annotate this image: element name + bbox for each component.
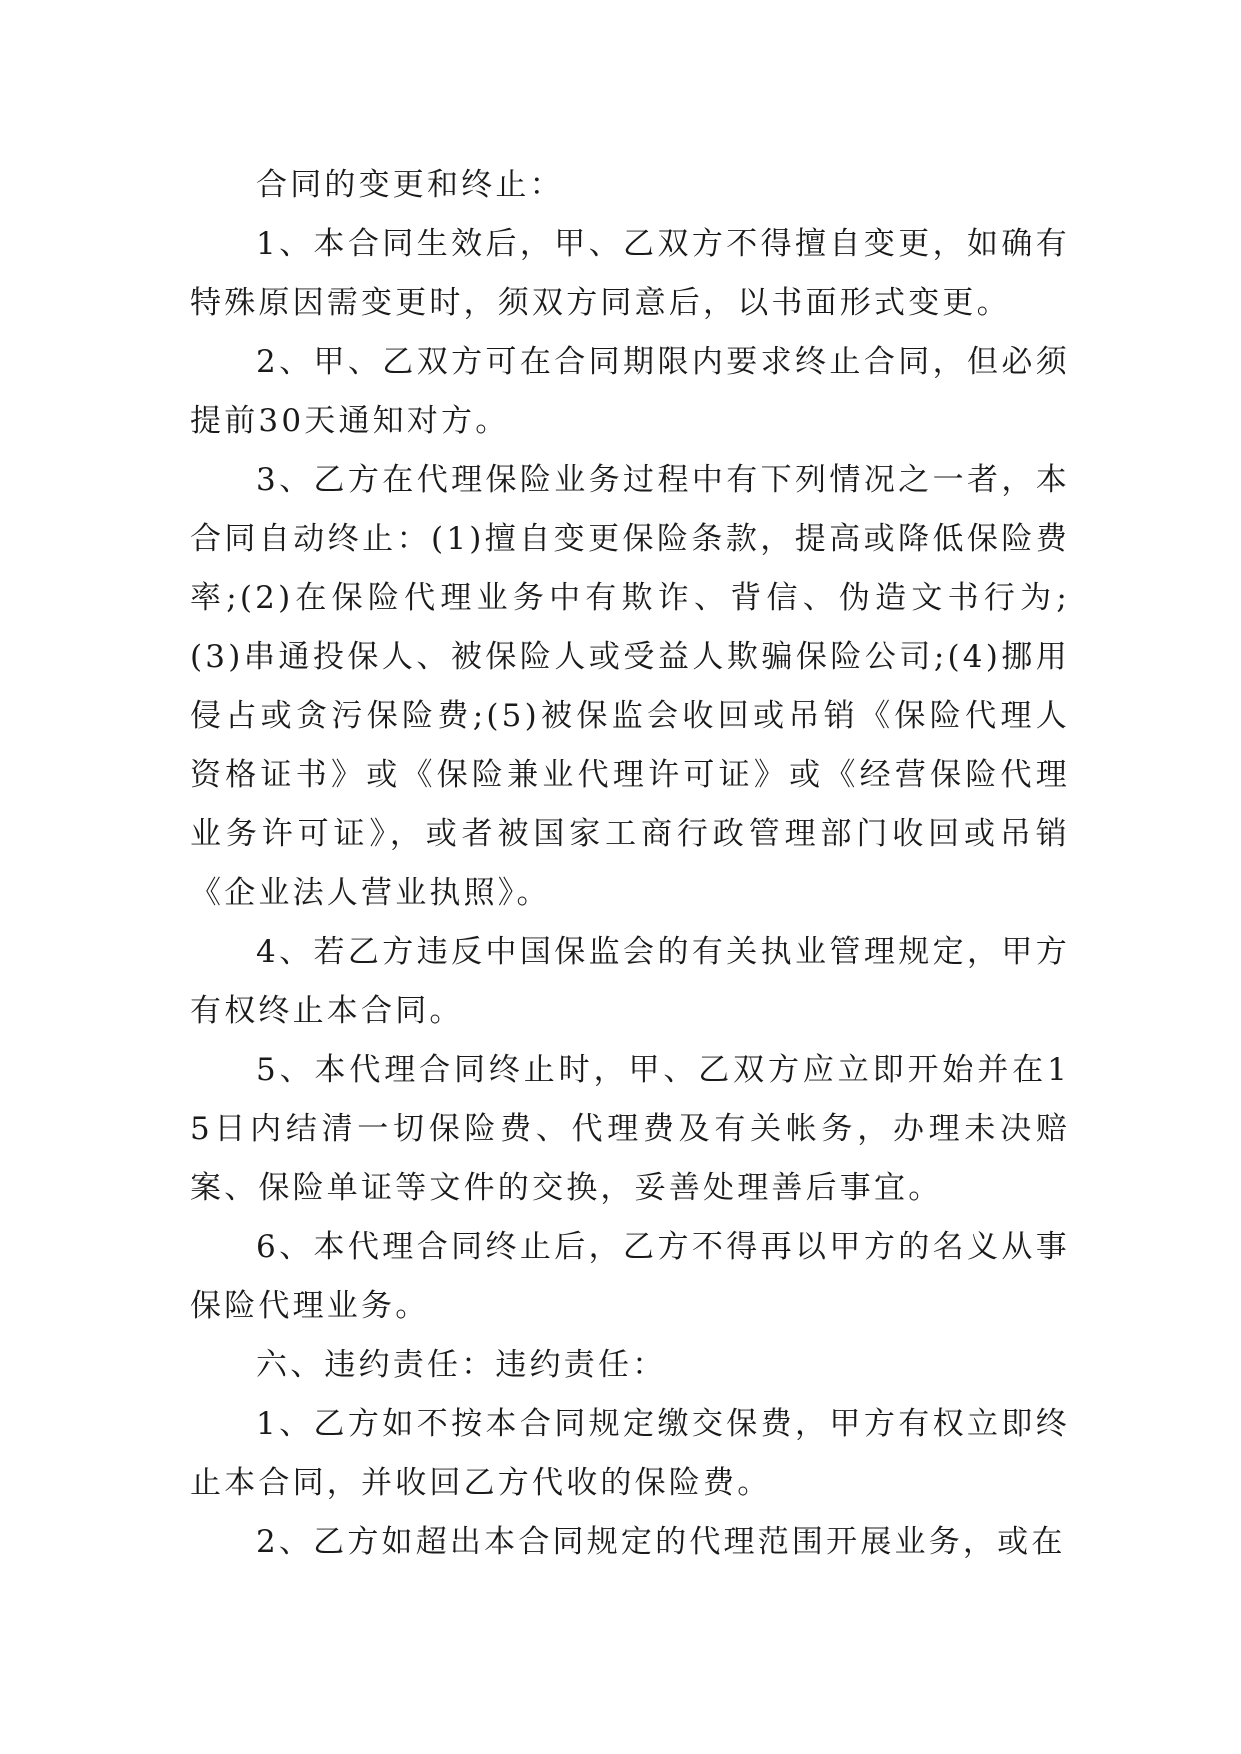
clause-2-termination-notice: 2、甲、乙双方可在合同期限内要求终止合同，但必须提前30天通知对方。 [190,344,1070,439]
clause-5-settlement: 5、本代理合同终止时，甲、乙双方应立即开始并在15日内结清一切保险费、代理费及有关帐务，办理未决赔案、保险单证等文件的交换，妥善处理善后事宜。 [190,1052,1070,1206]
clause-1-no-unilateral-change: 1、本合同生效后，甲、乙双方不得擅自变更，如确有特殊原因需变更时，须双方同意后，以书面形式变更。 [190,226,1070,321]
heading-liability-for-breach: 六、违约责任：违约责任： [256,1347,667,1383]
liability-clause-1: 1、乙方如不按本合同规定缴交保费，甲方有权立即终止本合同，并收回乙方代收的保险费。 [190,1406,1070,1501]
document-body [190,156,1070,1572]
liability-clause-2: 2、乙方如超出本合同规定的代理范围开展业务，或在 [256,1524,1066,1560]
heading-contract-change-termination: 合同的变更和终止： [256,167,564,203]
clause-3-automatic-termination: 3、乙方在代理保险业务过程中有下列情况之一者，本合同自动终止：(1)擅自变更保险条款，提高或降低保险费率;(2)在保险代理业务中有欺诈、背信、伪造文书行为;(3)串通投保人、被保险人或受益人欺骗保险公司;(4)挪用侵占或贪污保险费;(5)被保监会收回或吊销《保险代理人资格证书》或《保险兼业代理许可证》或《经营保险代理业务许可证》，或者被国家工商行政管理部门收回或吊销《企业法人营业执照》。 [190,462,1070,911]
clause-4-violation-termination: 4、若乙方违反中国保监会的有关执业管理规定，甲方有权终止本合同。 [190,934,1070,1029]
clause-6-post-termination: 6、本代理合同终止后，乙方不得再以甲方的名义从事保险代理业务。 [190,1229,1070,1324]
